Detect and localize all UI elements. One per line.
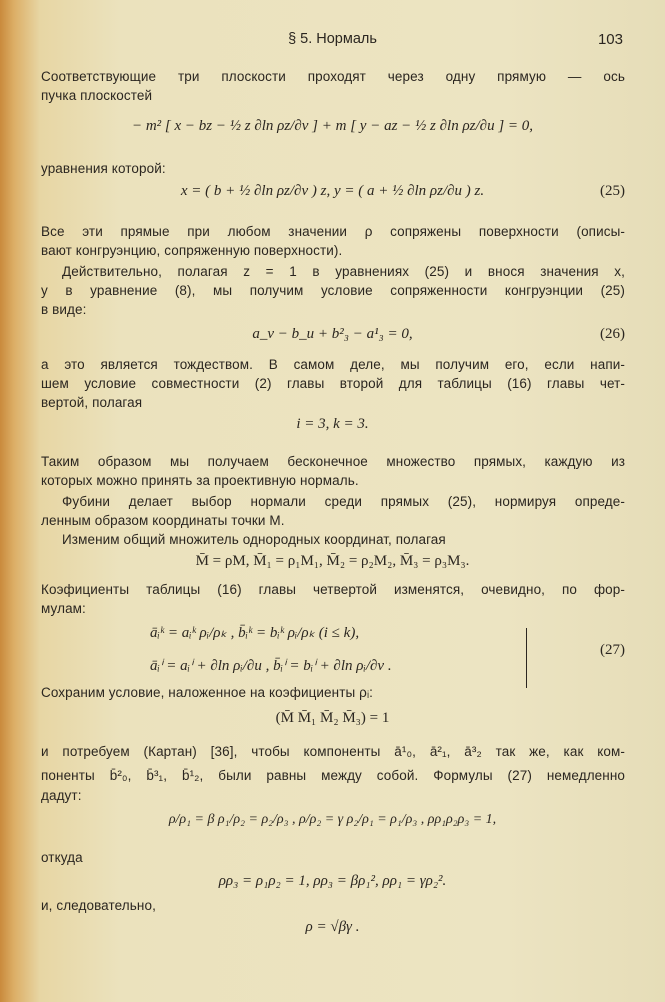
equation-27-row1: āᵢᵏ = aᵢᵏ ρᵢ/ρₖ , b̄ᵢᵏ = bᵢᵏ ρᵢ/ρₖ (i ≤ k),	[150, 625, 360, 641]
text-line: дадут:	[41, 788, 82, 803]
text-line: вертой, полагая	[41, 395, 143, 410]
text-line: Все эти прямые при любом значении ρ сопряжены поверхности (описы-	[41, 224, 625, 239]
text-line: Соответствующие три плоскости проходят через одну прямую — ось	[41, 69, 625, 84]
text-line: Сохраним условие, наложенное на коэфициенты ρᵢ:	[41, 685, 374, 700]
equation-ik: i = 3, k = 3.	[296, 416, 369, 432]
text-line: уравнения которой:	[41, 161, 166, 176]
equation-25: x = ( b + ½ ∂ln ρz/∂v ) z, y = ( a + ½ ∂ln ρz/∂u ) z.	[180, 183, 485, 199]
equation-27-row2: āᵢⁱ = aᵢⁱ + ∂ln ρᵢ/∂u , b̄ᵢⁱ = bᵢⁱ + ∂ln ρᵢ/∂v .	[150, 658, 392, 674]
text-line: Коэфициенты таблицы (16) главы четвертой изменятся, очевидно, по фор-	[41, 582, 625, 597]
section-title: § 5. Нормаль	[288, 31, 377, 47]
equation-products: ρρ₃ = ρ₁ρ₂ = 1, ρρ₃ = βρ₁², ρρ₁ = γρ₂².	[218, 873, 447, 889]
text-line: y в уравнение (8), мы получим условие сопряженности конгруэнции (25)	[41, 283, 625, 298]
text-line: ленным образом координаты точки M.	[41, 513, 285, 528]
equation-final: ρ = √βγ .	[305, 919, 360, 935]
text-line: откуда	[41, 850, 83, 865]
equation-number: (27)	[600, 642, 625, 658]
text-line: которых можно принять за проективную нормаль.	[41, 473, 359, 488]
text-line: поненты b̄²₀, b̄³₁, b̄¹₂, были равны между собой. Формулы (27) немедленно	[41, 768, 625, 783]
text-line: шем условие совместности (2) главы второй для таблицы (16) главы чет-	[41, 376, 625, 391]
equation-brace	[526, 628, 527, 688]
text-line: и потребуем (Картан) [36], чтобы компоненты ā¹₀, ā²₁, ā³₂ так же, как ком-	[41, 744, 625, 759]
text-line: Действительно, полагая z = 1 в уравнениях (25) и внося значения x,	[62, 264, 625, 279]
text-line: пучка плоскостей	[41, 88, 153, 103]
text-line: Изменим общий множитель однородных координат, полагая	[62, 532, 446, 547]
equation-26: a_v − b_u + b²₃ − a¹₃ = 0,	[252, 326, 413, 342]
equation-number: (25)	[600, 183, 625, 199]
text-line: вают конгруэнцию, сопряженную поверхности).	[41, 243, 343, 258]
equation-M: M̄ = ρM, M̄₁ = ρ₁M₁, M̄₂ = ρ₂M₂, M̄₃ = ρ₃M₃.	[195, 553, 470, 569]
text-line: Таким образом мы получаем бесконечное множество прямых, каждую из	[41, 454, 625, 469]
equation-ratios: ρ/ρ₁ = β ρ₁/ρ₂ = ρ₂/ρ₃ , ρ/ρ₂ = γ ρ₂/ρ₁ = ρ₁/ρ₃ , ρρ₁ρ₂ρ₃ = 1,	[168, 812, 497, 827]
text-line: Фубини делает выбор нормали среди прямых (25), нормируя опреде-	[62, 494, 625, 509]
text-line: в виде:	[41, 302, 87, 317]
text-line: мулам:	[41, 601, 86, 616]
text-line: и, следовательно,	[41, 898, 156, 913]
equation-number: (26)	[600, 326, 625, 342]
page-number: 103	[597, 31, 623, 48]
equation-det: (M̄ M̄₁ M̄₂ M̄₃) = 1	[275, 710, 390, 726]
equation-pencil: − m² [ x − bz − ½ z ∂ln ρz/∂v ] + m [ y − az − ½ z ∂ln ρz/∂u ] = 0,	[131, 118, 534, 134]
text-line: а это является тождеством. В самом деле, мы получим его, если напи-	[41, 357, 625, 372]
